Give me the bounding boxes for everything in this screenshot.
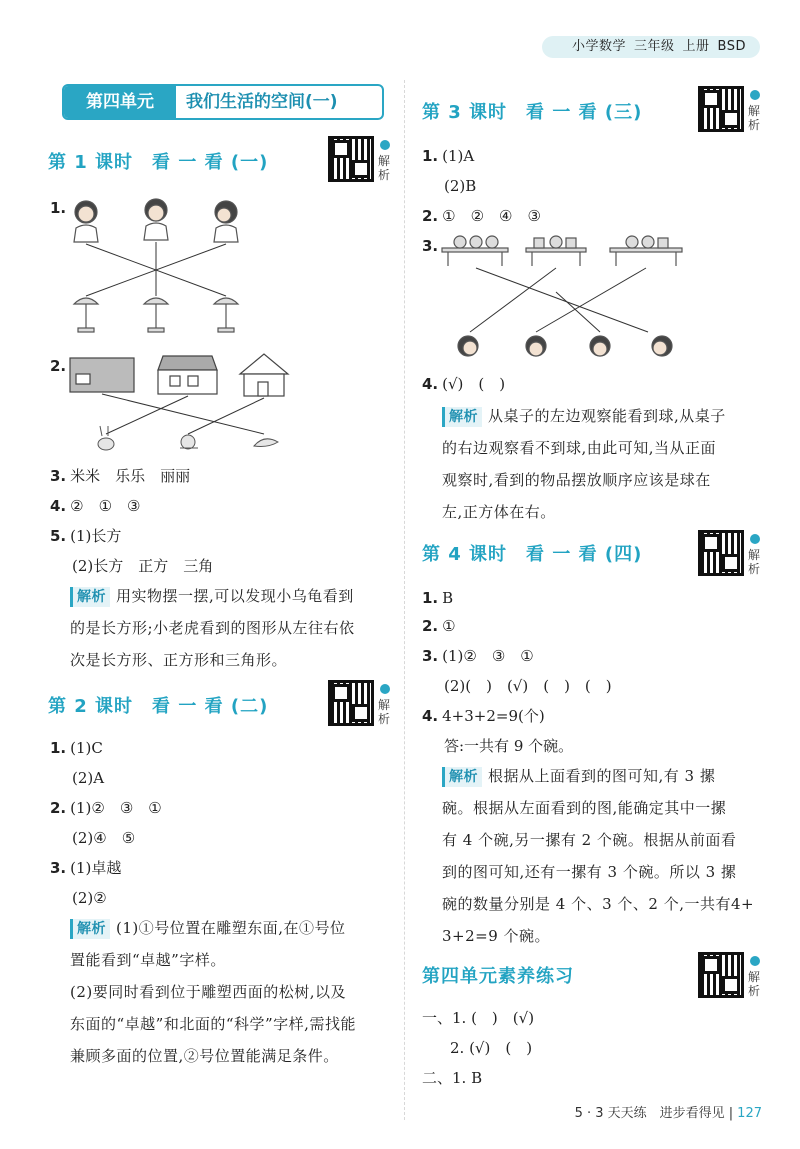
l1-q2-num: 2. bbox=[50, 357, 67, 375]
page-number: 127 bbox=[737, 1106, 762, 1121]
l4-q2-num: 2. bbox=[422, 617, 439, 635]
l1-q5-a: (1)长方 bbox=[70, 527, 122, 545]
analysis-line: 观察时,看到的物品摆放顺序应该是球在 bbox=[442, 471, 711, 489]
l3-q3-num: 3. bbox=[422, 237, 439, 255]
figure-children-lamps bbox=[64, 192, 264, 342]
footer-brand: 5 · 3 天天练 进步看得见 bbox=[574, 1106, 725, 1121]
l1-q5-b: (2)长方 正方 三角 bbox=[72, 557, 214, 575]
l2-q1-a: (1)C bbox=[70, 739, 103, 757]
l3-q4-answer: (√) ( ) bbox=[442, 375, 506, 393]
analysis-line: 的右边观察看不到球,由此可知,当从正面 bbox=[442, 439, 717, 457]
analysis-line: 碗的数量分别是 4 个、3 个、2 个,一共有4+ bbox=[442, 895, 755, 913]
l4-q4-num: 4. bbox=[422, 707, 439, 725]
l4-q2-answer: ① bbox=[442, 617, 456, 635]
l3-q1-b: (2)B bbox=[444, 177, 477, 195]
play-icon bbox=[380, 684, 390, 694]
analysis-line: 用实物摆一摆,可以发现小乌龟看到 bbox=[116, 587, 354, 605]
qr-code-lesson1[interactable] bbox=[328, 136, 374, 182]
l4-q1-answer: B bbox=[442, 589, 454, 607]
l1-q5-num: 5. bbox=[50, 527, 67, 545]
analysis-line: 东面的“卓越”和北面的“科学”字样,需找能 bbox=[70, 1015, 356, 1033]
qr-code-lesson2[interactable] bbox=[328, 680, 374, 726]
l2-q1-b: (2)A bbox=[72, 769, 105, 787]
rabbit bbox=[98, 426, 114, 450]
l3-q2-answer: ① ② ④ ③ bbox=[442, 207, 541, 225]
child-1 bbox=[74, 201, 98, 242]
l2-q3-a: (1)卓越 bbox=[70, 859, 122, 877]
child-3 bbox=[214, 201, 238, 242]
grade: 三年级 bbox=[634, 39, 675, 54]
lesson3-title: 第 3 课时 看 一 看 (三) bbox=[422, 102, 643, 123]
analysis-line: 碗。根据从左面看到的图,能确定其中一摞 bbox=[442, 799, 727, 817]
l1-analysis bbox=[70, 580, 400, 676]
lesson1-title: 第 1 课时 看 一 看 (一) bbox=[48, 152, 269, 173]
l3-q2-num: 2. bbox=[422, 207, 439, 225]
lamp-3 bbox=[214, 298, 238, 332]
analysis-label: 解析 bbox=[442, 407, 482, 427]
analysis-line: (2)要同时看到位于雕塑西面的松树,以及 bbox=[70, 983, 347, 1001]
term: 上册 bbox=[682, 39, 710, 54]
l2-analysis bbox=[70, 912, 400, 1072]
analysis-label: 解析 bbox=[70, 587, 110, 607]
analysis-line: 的是长方形;小老虎看到的图形从左往右依 bbox=[70, 619, 355, 637]
analysis-line: 次是长方形、正方形和三角形。 bbox=[70, 651, 288, 669]
analysis-line: 置能看到“卓越”字样。 bbox=[70, 951, 226, 969]
figure-tables-kids bbox=[440, 232, 690, 368]
play-icon bbox=[750, 90, 760, 100]
qr-code-lesson3[interactable] bbox=[698, 86, 744, 132]
qr-label: 解析 bbox=[378, 154, 391, 182]
l2-q2-a: (1)② ③ ① bbox=[70, 799, 162, 817]
lamp-1 bbox=[74, 298, 98, 332]
qr-label: 解析 bbox=[748, 104, 761, 132]
l1-q4-num: 4. bbox=[50, 497, 67, 515]
qr-code-lesson4[interactable] bbox=[698, 530, 744, 576]
l1-q4-answer: ② ① ③ bbox=[70, 497, 141, 515]
analysis-line: 根据从上面看到的图可知,有 3 摞 bbox=[488, 767, 716, 785]
figure-houses-animals bbox=[66, 350, 296, 454]
lesson2-title: 第 2 课时 看 一 看 (二) bbox=[48, 696, 269, 717]
lesson4-title: 第 4 课时 看 一 看 (四) bbox=[422, 544, 643, 565]
l4-q3-a: (1)② ③ ① bbox=[442, 647, 534, 665]
l4-q4-a: 4+3+2=9(个) bbox=[442, 707, 545, 725]
analysis-label: 解析 bbox=[442, 767, 482, 787]
play-icon bbox=[750, 956, 760, 966]
l3-q4-num: 4. bbox=[422, 375, 439, 393]
analysis-line: 从桌子的左边观察能看到球,从桌子 bbox=[488, 407, 726, 425]
unit-title bbox=[62, 84, 384, 120]
l1-q3-num: 3. bbox=[50, 467, 67, 485]
analysis-line: 到的图可知,还有一摞有 3 个碗。所以 3 摞 bbox=[442, 863, 737, 881]
qr-label: 解析 bbox=[748, 548, 761, 576]
l1-q1-num: 1. bbox=[50, 199, 67, 217]
play-icon bbox=[750, 534, 760, 544]
l4-q3-num: 3. bbox=[422, 647, 439, 665]
header-banner bbox=[542, 36, 760, 58]
edition: BSD bbox=[717, 39, 746, 54]
practice-title: 第四单元素养练习 bbox=[422, 966, 574, 987]
column-divider bbox=[404, 80, 405, 1120]
practice-row-1: 一、1. ( ) (√) bbox=[422, 1009, 535, 1027]
analysis-line: 有 4 个碗,另一摞有 2 个碗。根据从前面看 bbox=[442, 831, 737, 849]
practice-row-3: 二、1. B bbox=[422, 1069, 483, 1087]
l3-q1-a: (1)A bbox=[442, 147, 475, 165]
l2-q1-num: 1. bbox=[50, 739, 67, 757]
l4-q4-b: 答:一共有 9 个碗。 bbox=[444, 737, 574, 755]
l3-analysis bbox=[442, 400, 772, 528]
bird bbox=[254, 439, 278, 447]
l2-q2-num: 2. bbox=[50, 799, 67, 817]
analysis-line: 左,正方体在右。 bbox=[442, 503, 556, 521]
lamp-2 bbox=[144, 298, 168, 332]
practice-row-2: 2. (√) ( ) bbox=[450, 1039, 533, 1057]
play-icon bbox=[380, 140, 390, 150]
qr-code-practice[interactable] bbox=[698, 952, 744, 998]
l1-q3-answer: 米米 乐乐 丽丽 bbox=[70, 467, 191, 485]
l3-q1-num: 1. bbox=[422, 147, 439, 165]
unit-tag: 第四单元 bbox=[64, 86, 176, 118]
l2-q3-num: 3. bbox=[50, 859, 67, 877]
unit-name: 我们生活的空间(一) bbox=[186, 92, 338, 112]
analysis-line: (1)①号位置在雕塑东面,在①号位 bbox=[116, 919, 346, 937]
qr-label: 解析 bbox=[748, 970, 761, 998]
child-2 bbox=[144, 199, 168, 240]
subject: 小学数学 bbox=[572, 39, 627, 54]
analysis-line: 兼顾多面的位置,②号位置能满足条件。 bbox=[70, 1047, 339, 1065]
footer-separator: | bbox=[728, 1106, 734, 1121]
l4-q1-num: 1. bbox=[422, 589, 439, 607]
snail bbox=[180, 435, 198, 449]
footer bbox=[575, 1102, 762, 1121]
analysis-line: 3+2=9 个碗。 bbox=[442, 927, 551, 945]
l2-q3-b: (2)② bbox=[72, 889, 107, 907]
qr-label: 解析 bbox=[378, 698, 391, 726]
analysis-label: 解析 bbox=[70, 919, 110, 939]
l4-q3-b: (2)( ) (√) ( ) ( ) bbox=[444, 677, 612, 695]
l2-q2-b: (2)④ ⑤ bbox=[72, 829, 136, 847]
l4-analysis bbox=[442, 760, 772, 952]
